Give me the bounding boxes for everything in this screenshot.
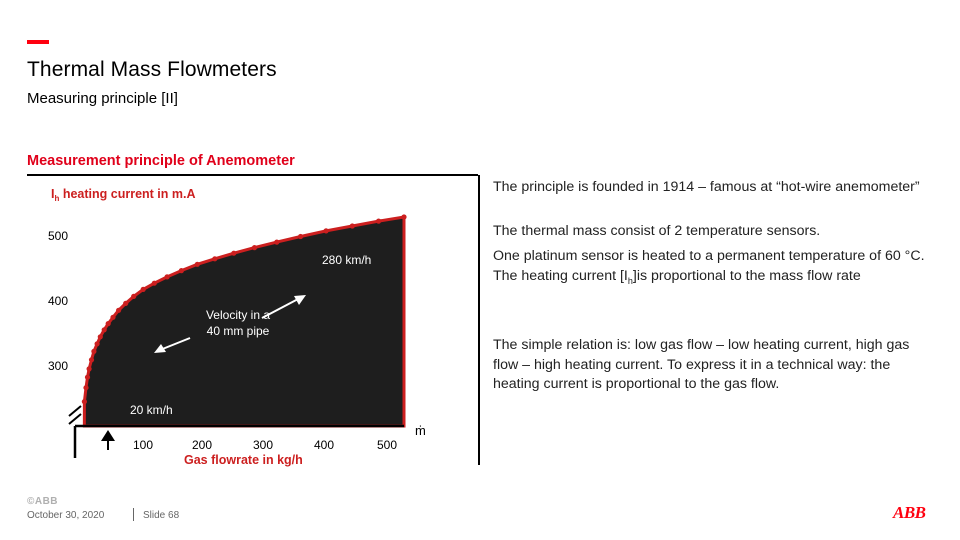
chart-point <box>141 287 146 292</box>
chart-point <box>106 321 111 326</box>
chart-point <box>85 375 90 380</box>
x-tick-label: 200 <box>191 438 213 452</box>
chart-point <box>152 281 157 286</box>
chart-point <box>102 327 107 332</box>
chart-point <box>179 268 184 273</box>
x-axis-label: Gas flowrate in kg/h <box>184 453 303 467</box>
y-tick-labels <box>48 229 68 373</box>
x-tick-label: 400 <box>313 438 335 452</box>
chart-point <box>123 301 128 306</box>
abb-logo: ABB <box>893 503 926 522</box>
y-tick-label: 300 <box>48 359 69 373</box>
chart-point <box>252 245 257 250</box>
chart-point <box>376 219 381 224</box>
paragraph-sensors: The thermal mass consist of 2 temperature sensors. <box>493 223 821 239</box>
footer-date: October 30, 2020 <box>27 510 105 521</box>
page-subtitle: Measuring principle [II] <box>27 90 178 107</box>
chart-point <box>165 274 170 279</box>
chart-point <box>324 228 329 233</box>
page-title: Thermal Mass Flowmeters <box>27 58 277 81</box>
chart-point <box>83 385 88 390</box>
footer-slide-number: Slide 68 <box>143 510 180 521</box>
paragraph-relation: The simple relation is: low gas flow – low heating current, high gas flow – high heating current. To express it in a technical way: the heating current is proportional to the gas flow. <box>493 337 910 392</box>
annotation-velocity-line2: 40 mm pipe <box>206 324 270 338</box>
chart-point <box>89 357 94 362</box>
y-tick-label: 500 <box>48 229 69 243</box>
chart-point <box>95 341 100 346</box>
chart-point <box>98 334 103 339</box>
footer-separator <box>133 508 134 521</box>
chart-point <box>87 366 92 371</box>
chart-point <box>91 349 96 354</box>
chart-point <box>298 234 303 239</box>
x-tick-label: 300 <box>252 438 274 452</box>
chart-point <box>274 240 279 245</box>
chart-point <box>212 256 217 261</box>
chart-point <box>195 262 200 267</box>
chart-point <box>231 251 236 256</box>
paragraph-history: The principle is founded in 1914 – famous at “hot-wire anemometer” <box>493 179 920 195</box>
paragraph-heating: One platinum sensor is heated to a permanent temperature of 60 °C. The heating current $[I_h]is$ proportional to the mass flow rate <box>493 248 925 286</box>
y-axis-label: $I_h$ heating current in m.A <box>51 187 196 203</box>
x-tick-label: 100 <box>132 438 154 452</box>
x-tick-labels <box>133 438 397 452</box>
annotation-velocity-line1: Velocity in a <box>205 308 271 322</box>
arrow-up <box>101 430 115 450</box>
footer-copyright-logo: ©ABB <box>27 496 59 507</box>
chart-point <box>350 223 355 228</box>
y-tick-label: 400 <box>48 294 69 308</box>
x-tick-label: 500 <box>376 438 398 452</box>
chart-point <box>131 294 136 299</box>
chart-point <box>82 399 87 404</box>
annotation-top-speed: 280 km/h <box>322 253 372 267</box>
chart-point <box>110 315 115 320</box>
chart-point <box>401 214 406 219</box>
x-axis-symbol: ṁ <box>415 423 426 438</box>
section-heading: Measurement principle of Anemometer <box>27 153 295 169</box>
annotation-low-speed: 20 km/h <box>130 403 173 417</box>
chart-point <box>116 308 121 313</box>
